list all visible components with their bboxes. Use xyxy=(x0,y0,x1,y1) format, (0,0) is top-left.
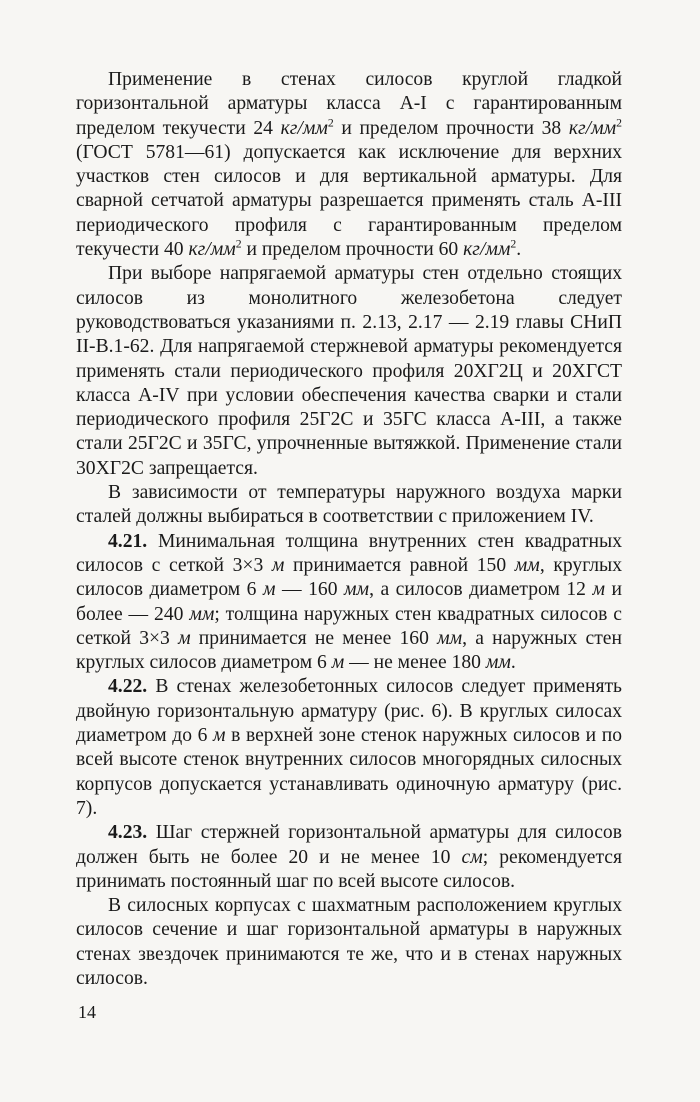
text-run: Минимальная толщина внутренних стен квадратных силосов с сеткой 3×3 xyxy=(76,530,622,576)
text-run: , круглых силосов диаметром 6 xyxy=(76,554,622,601)
unit-text: м xyxy=(263,579,276,601)
page-number: 14 xyxy=(78,1002,96,1022)
paragraph xyxy=(76,821,622,894)
text-run: . xyxy=(510,652,516,674)
body-text xyxy=(76,68,622,991)
text-run: , а силосов диаметром 12 xyxy=(369,579,593,601)
clause-number: 4.21. xyxy=(108,530,158,552)
superscript: 2 xyxy=(327,116,334,130)
superscript: 2 xyxy=(616,116,622,130)
paragraph xyxy=(76,894,622,991)
text-run: В зависимости от температуры наружного воздуха марки сталей должны выбираться в соответствии с приложением IV. xyxy=(76,482,622,528)
unit-text: м xyxy=(178,627,191,649)
text-run: и пределом прочности 38 xyxy=(333,117,569,139)
text-run: . xyxy=(516,239,522,261)
text-run: — 160 xyxy=(275,579,345,601)
text-run: принимается равной 150 xyxy=(284,554,515,576)
clause-number: 4.22. xyxy=(108,676,156,698)
text-run: , а наружных стен круглых силосов диаметром 6 xyxy=(76,627,622,674)
unit-text: мм xyxy=(514,554,540,576)
paragraph xyxy=(76,530,622,676)
unit-text: см xyxy=(461,846,483,868)
text-run: В силосных корпусах с шахматным расположением круглых силосов сечение и шаг горизонтальной арматуры в наружных стенах звездочек принимаются те же, что и в стенах наружных силосов. xyxy=(76,895,622,989)
text-run: ; рекомендуется принимать постоянный шаг по всей высоте силосов. xyxy=(76,846,622,892)
paragraph xyxy=(76,675,622,821)
text-run: Применение в стенах силосов круглой гладкой горизонтальной арматуры класса А-I с гарантированным пределом текучести 24 xyxy=(76,69,622,139)
unit-text: кг/мм xyxy=(280,117,328,139)
unit-text: кг/мм xyxy=(188,239,236,261)
unit-text: мм xyxy=(485,652,511,674)
unit-text: кг/мм xyxy=(463,239,511,261)
text-run: и пределом прочности 60 xyxy=(241,239,464,261)
paragraph xyxy=(76,481,622,530)
clause-number: 4.23. xyxy=(108,822,156,844)
unit-text: мм xyxy=(189,603,215,625)
text-run: в верхней зоне стенок наружных силосов и по всей высоте стенок внутренних силосов многорядных силосных корпусов допускается устанавливать одиночную арматуру (рис. 7). xyxy=(76,725,622,819)
superscript: 2 xyxy=(235,237,242,251)
unit-text: мм xyxy=(344,579,370,601)
text-run: (ГОСТ 5781—61) допускается как исключение для верхних участков стен силосов и для вертикальной арматуры. Для сварной сетчатой арматуры разрешается применять сталь А-III периодического профиля с гарантированным пределом текучести 40 xyxy=(76,141,622,261)
text-run: принимается не менее 160 xyxy=(190,627,438,649)
unit-text: м xyxy=(592,579,605,601)
unit-text: м xyxy=(271,554,285,576)
text-run: В стенах железобетонных силосов следует применять двойную горизонтальную арматуру (рис. 6). В круглых силосах диаметром до 6 xyxy=(76,676,622,747)
paragraph xyxy=(76,262,622,481)
text-run: Шаг стержней горизонтальной арматуры для силосов должен быть не более 20 и не менее 10 xyxy=(76,822,622,868)
unit-text: м xyxy=(331,652,345,674)
paragraph xyxy=(76,68,622,262)
text-run: и более — 240 xyxy=(76,579,622,625)
text-run: — не менее 180 xyxy=(344,652,486,674)
unit-text: мм xyxy=(437,627,463,649)
superscript: 2 xyxy=(510,237,517,251)
text-run: При выборе напрягаемой арматуры стен отдельно стоящих силосов из монолитного железобетона следует руководствоваться указаниями п. 2.13, 2.17 — 2.19 главы СНиП II-В.1-62. Для напрягаемой стержневой арматуры рекомендуется применять стали периодического профиля 20ХГ2Ц и 20ХГСТ класса А-IV при условии обеспечения качества сварки и стали периодического профиля 25Г2С и 35ГС класса А-III, а также стали 25Г2С и 35ГС, упрочненные вытяжкой. Применение стали 30ХГ2С запрещается. xyxy=(76,263,622,479)
text-run: ; толщина наружных стен квадратных силосов с сеткой 3×3 xyxy=(76,603,622,649)
unit-text: кг/мм xyxy=(568,117,617,139)
unit-text: м xyxy=(213,725,226,747)
